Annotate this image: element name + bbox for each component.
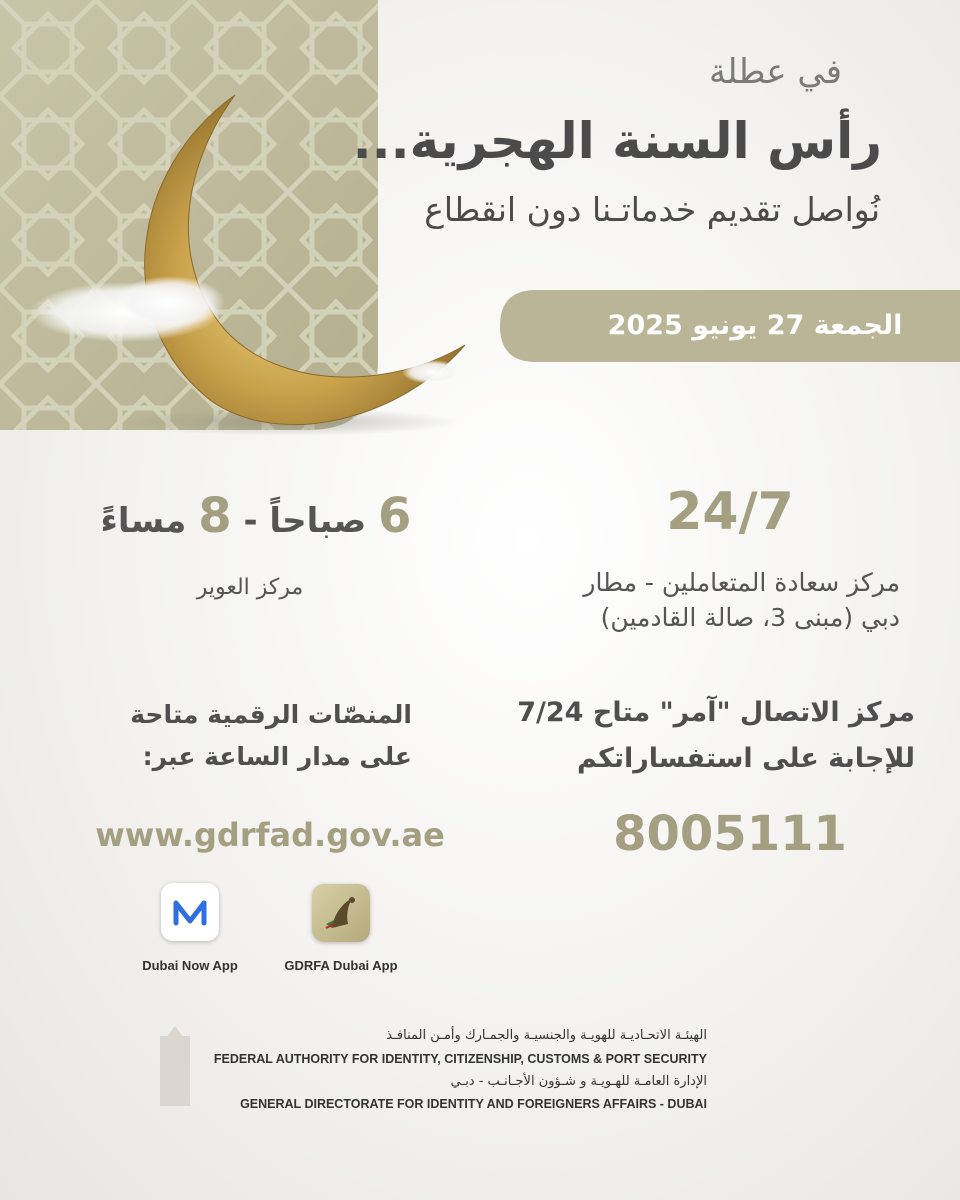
digital-platforms-line1: المنصّات الرقمية متاحة [130,700,412,729]
footer-authority-arabic: الهيئـة الاتحـاديـة للهويـة والجنسيـة والجمـارك وأمـن المنافـذ [386,1028,707,1043]
call-center-line1: مركز الاتصال "آمر" متاح 7/24 [517,697,915,728]
footer-directorate-arabic: الإدارة العامـة للهـويـة و شـؤون الأجـانـب - دبـي [450,1074,707,1089]
dubai-now-app-icon[interactable] [161,883,219,941]
date-text: الجمعة 27 يونيو 2025 [607,310,903,341]
awir-end-number: 8 [198,488,232,544]
awir-end-word: مساءً [100,501,187,541]
awir-start-number: 6 [378,488,412,544]
date-banner [500,290,960,362]
phone-number[interactable]: 8005111 [613,806,847,862]
gdrfa-falcon-logo-icon [312,884,370,942]
footer-authority-english: FEDERAL AUTHORITY FOR IDENTITY, CITIZENSHIP, CUSTOMS & PORT SECURITY [213,1052,707,1066]
airport-location-line1: مركز سعادة المتعاملين - مطار [583,568,900,597]
call-center-line2: للإجابة على استفساراتكم [576,743,915,774]
gdrfa-app-icon[interactable] [312,884,370,942]
website-link[interactable]: www.gdrfad.gov.ae [95,816,445,854]
gdrfa-app-label: GDRFA Dubai App [284,958,398,973]
dubai-now-logo-icon [161,883,219,941]
awir-center-label: مركز العوير [196,575,304,600]
header-title: رأس السنة الهجرية... [352,112,882,170]
footer-directorate-english: GENERAL DIRECTORATE FOR IDENTITY AND FOREIGNERS AFFAIRS - DUBAI [240,1097,707,1111]
airport-hours: 24/7 [666,482,794,542]
awir-separator: - [243,501,258,541]
dubai-now-app-label: Dubai Now App [142,958,238,973]
uae-emblem-logo-icon [140,1016,210,1126]
digital-platforms-line2: على مدار الساعة عبر: [142,742,412,771]
awir-start-word: صباحاً [269,501,367,541]
airport-location-line2: دبي (مبنى 3، صالة القادمين) [600,603,900,632]
header-subtitle: نُواصل تقديم خدماتـنا دون انقطاع [424,190,880,229]
header-intro: في عطلة [708,52,842,92]
awir-hours [96,488,416,544]
